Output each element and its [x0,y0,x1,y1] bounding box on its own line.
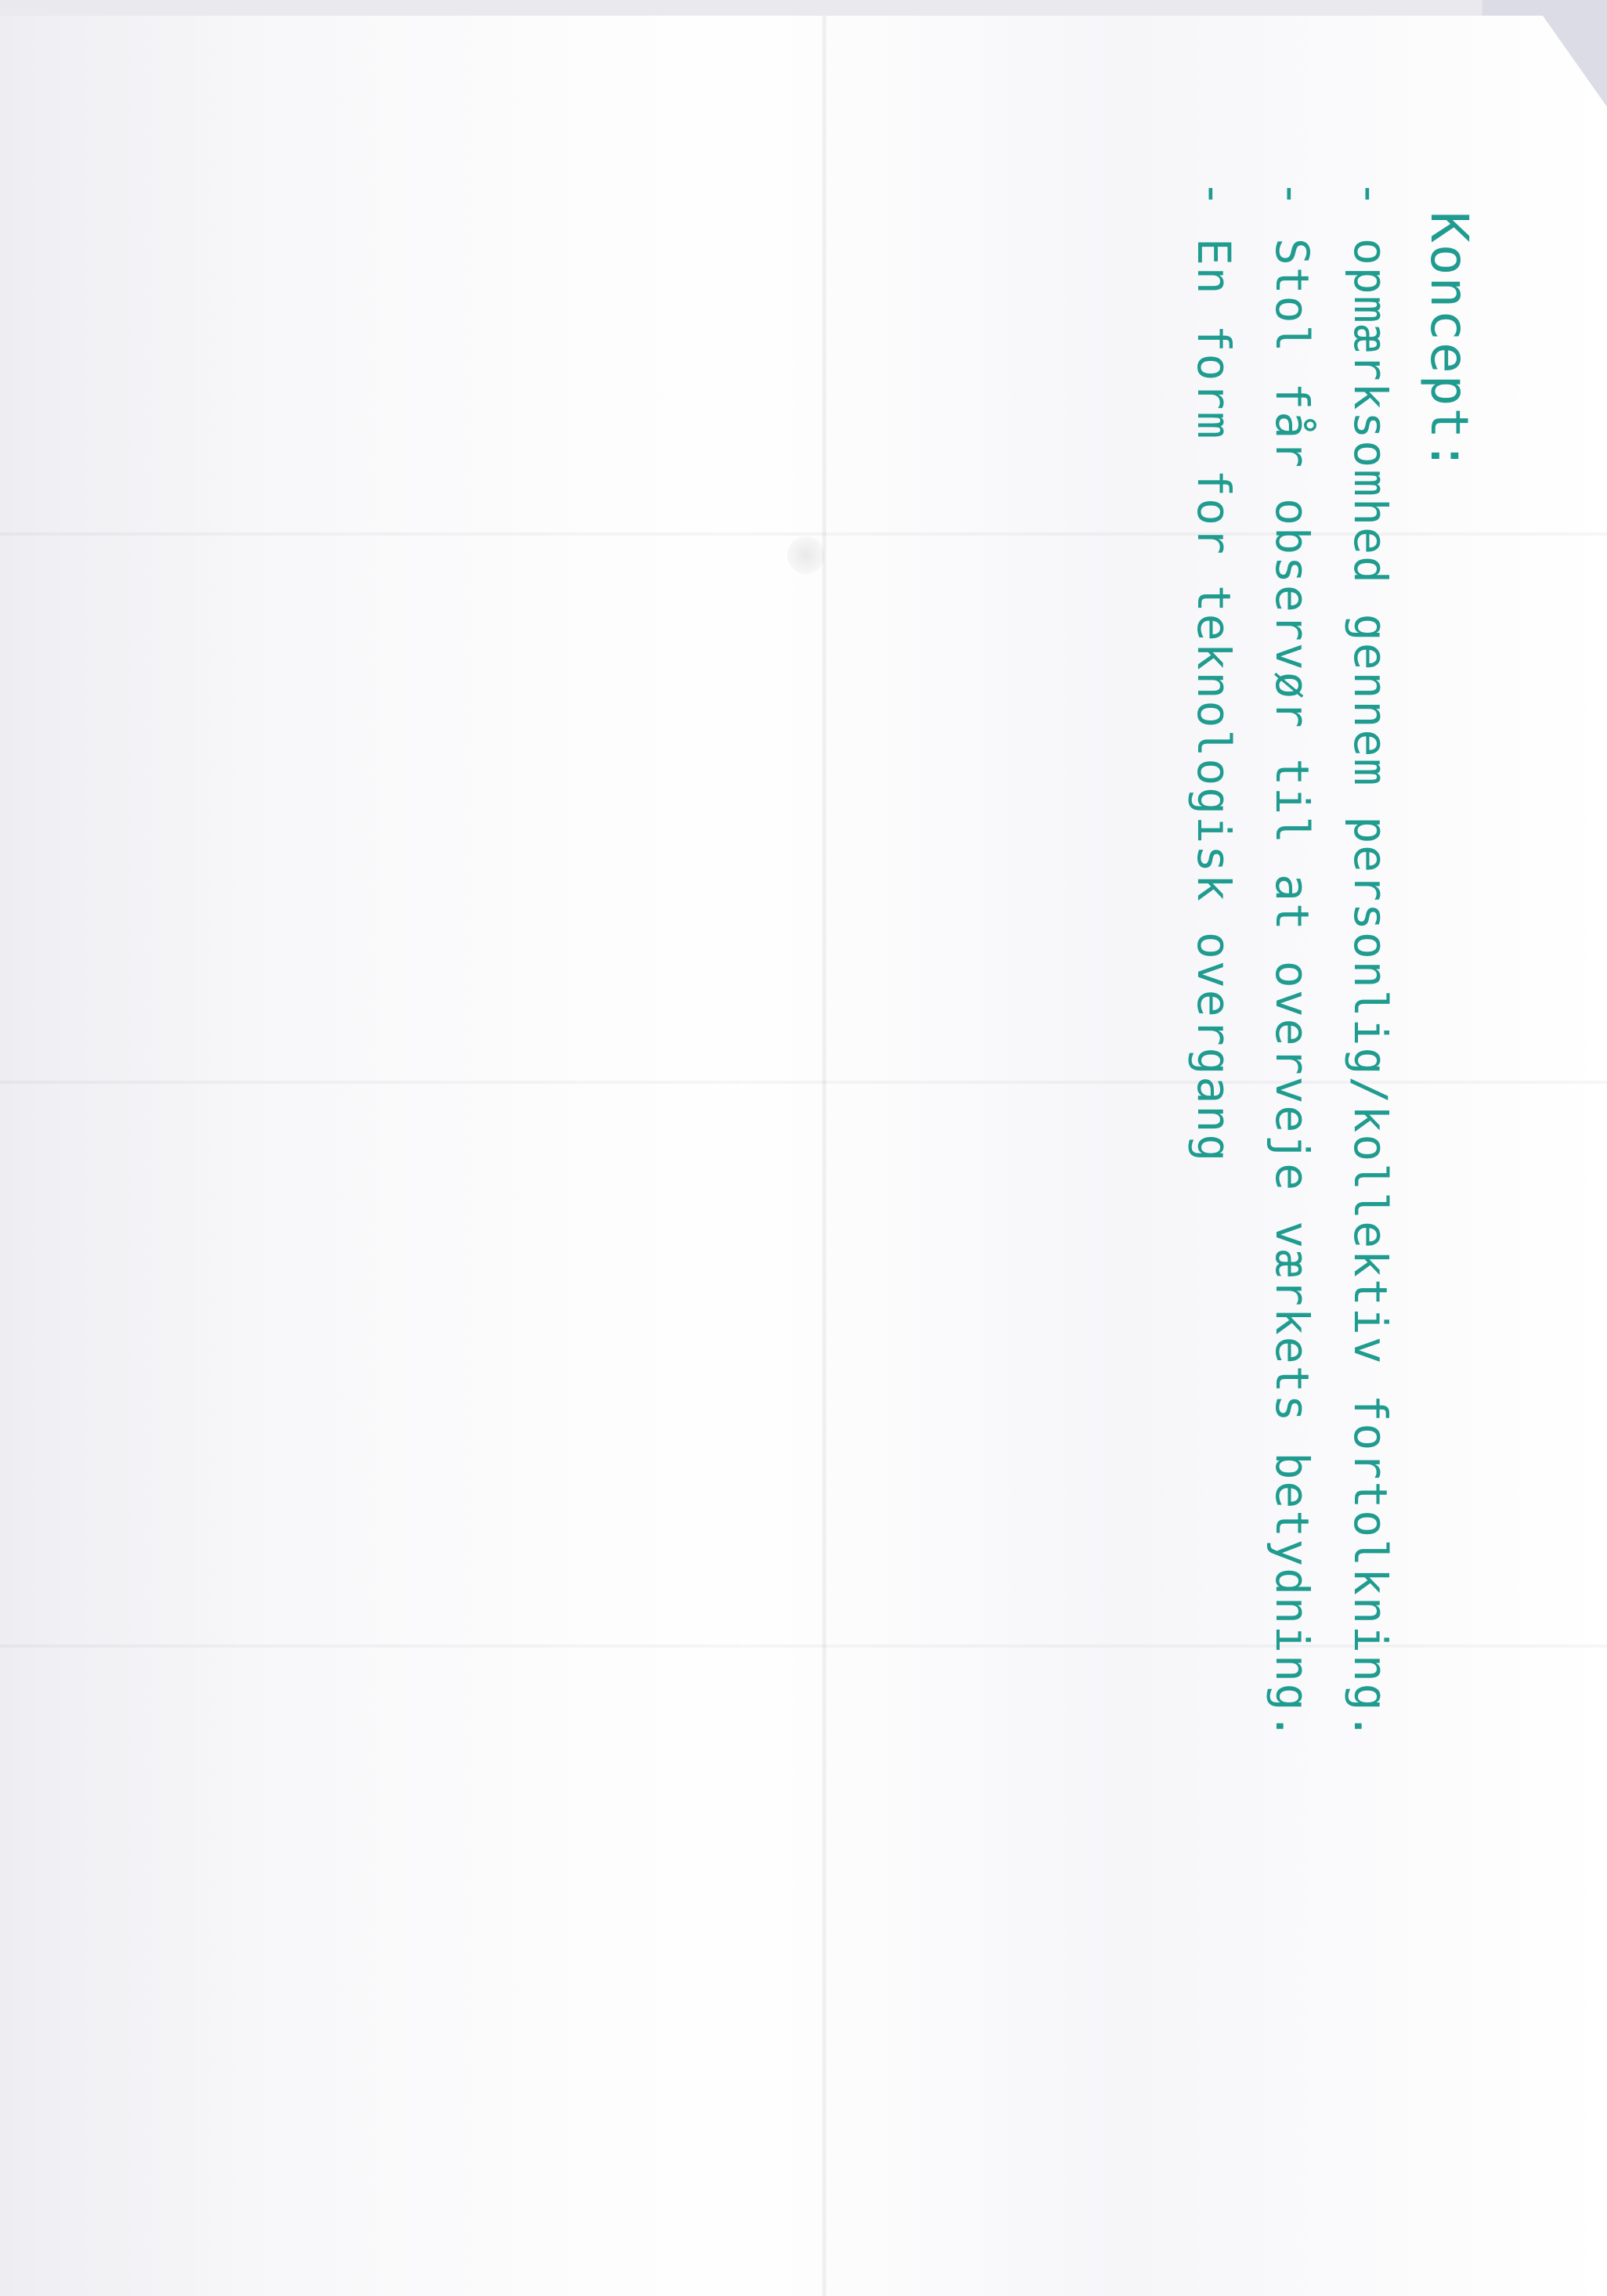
note-line-2: - Stol får observør til at overveje værkets betydning. [1266,180,1319,1742]
crease-wrinkle [787,536,825,574]
handwritten-note [1175,180,1488,1742]
note-line-1: - opmærksomhed gennem personlig/kollektiv fortolkning. [1344,180,1397,1742]
note-title: Koncept: [1419,211,1479,473]
note-line-3: - En form for teknologisk overgang [1187,180,1240,1164]
paper-shading [0,16,822,2296]
fold-line [822,16,826,2296]
